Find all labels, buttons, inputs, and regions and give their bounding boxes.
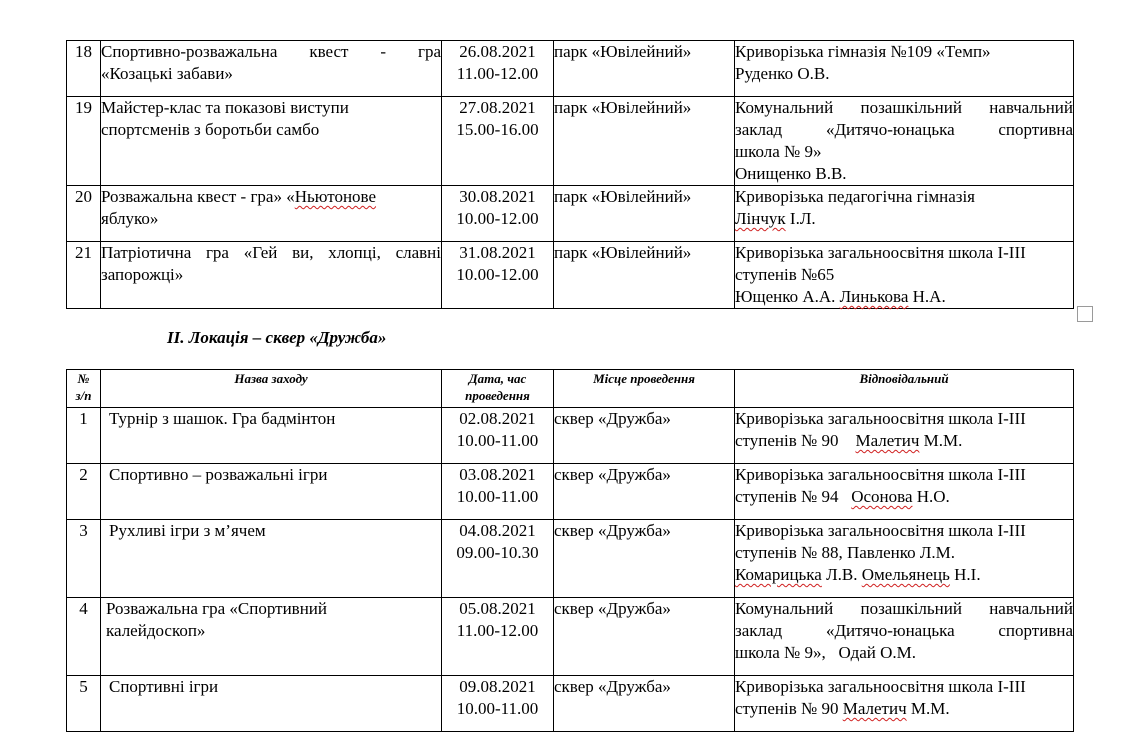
event-place: сквер «Дружба» [554, 598, 735, 676]
row-number: 4 [67, 598, 101, 676]
event-place: сквер «Дружба» [554, 676, 735, 732]
table-row [67, 97, 1074, 186]
row-number: 2 [67, 464, 101, 520]
event-responsible: Криворізька загальноосвітня школа І-ІІІ ступенів № 90 Малетич М.М. [735, 408, 1074, 464]
event-place: парк «Ювілейний» [554, 242, 735, 309]
header-name: Назва заходу [101, 370, 442, 408]
header-number: № з/п [67, 370, 101, 408]
table-row [67, 186, 1074, 242]
event-name: Рухливі ігри з м’ячем [101, 520, 442, 598]
events-table-park [66, 40, 1074, 309]
table-header-row [67, 370, 1074, 408]
event-place: сквер «Дружба» [554, 464, 735, 520]
row-number: 19 [67, 97, 101, 186]
event-place: парк «Ювілейний» [554, 186, 735, 242]
event-date: 03.08.2021 10.00-11.00 [442, 464, 554, 520]
event-responsible: Криворізька загальноосвітня школа І-ІІІ ступенів № 88, Павленко Л.М. Комарицька Л.В. Омельянець Н.І. [735, 520, 1074, 598]
event-date: 26.08.2021 11.00-12.00 [442, 41, 554, 97]
row-number: 21 [67, 242, 101, 309]
event-responsible: Криворізька педагогічна гімназія Лінчук І.Л. [735, 186, 1074, 242]
table-row [67, 242, 1074, 309]
header-date: Дата, час проведення [442, 370, 554, 408]
event-date: 30.08.2021 10.00-12.00 [442, 186, 554, 242]
row-number: 5 [67, 676, 101, 732]
event-name: Турнір з шашок. Гра бадмінтон [101, 408, 442, 464]
event-name: Спортивно-розважальна квест - гра «Козацькі забави» [101, 41, 442, 97]
event-responsible: Комунальний позашкільний навчальний заклад «Дитячо-юнацька спортивна школа № 9» Онищенко В.В. [735, 97, 1074, 186]
event-place: парк «Ювілейний» [554, 97, 735, 186]
table-row [67, 408, 1074, 464]
table-row [67, 676, 1074, 732]
table-row [67, 464, 1074, 520]
event-date: 05.08.2021 11.00-12.00 [442, 598, 554, 676]
event-responsible: Комунальний позашкільний навчальний заклад «Дитячо-юнацька спортивна школа № 9», Одай О.М. [735, 598, 1074, 676]
event-responsible: Криворізька загальноосвітня школа І-ІІІ ступенів №65 Ющенко А.А. Линькова Н.А. [735, 242, 1074, 309]
events-table-square [66, 369, 1074, 732]
row-number: 3 [67, 520, 101, 598]
event-name: Спортивні ігри [101, 676, 442, 732]
event-place: парк «Ювілейний» [554, 41, 735, 97]
event-place: сквер «Дружба» [554, 408, 735, 464]
event-name: Патріотична гра «Гей ви, хлопці, славні запорожці» [101, 242, 442, 309]
section-heading: ІІ. Локація – сквер «Дружба» [167, 328, 387, 347]
event-responsible: Криворізька гімназія №109 «Темп» Руденко О.В. [735, 41, 1074, 97]
row-number: 18 [67, 41, 101, 97]
event-date: 31.08.2021 10.00-12.00 [442, 242, 554, 309]
event-name: Розважальна гра «Спортивний калейдоскоп» [101, 598, 442, 676]
table-row [67, 598, 1074, 676]
event-place: сквер «Дружба» [554, 520, 735, 598]
event-date: 09.08.2021 10.00-11.00 [442, 676, 554, 732]
row-number: 20 [67, 186, 101, 242]
table-row [67, 520, 1074, 598]
event-name: Майстер-клас та показові виступи спортсменів з боротьби самбо [101, 97, 442, 186]
table-row [67, 41, 1074, 97]
event-date: 27.08.2021 15.00-16.00 [442, 97, 554, 186]
header-responsible: Відповідальний [735, 370, 1074, 408]
header-place: Місце проведення [554, 370, 735, 408]
table-selection-handle[interactable] [1077, 306, 1093, 322]
event-name: Спортивно – розважальні ігри [101, 464, 442, 520]
event-date: 02.08.2021 10.00-11.00 [442, 408, 554, 464]
row-number: 1 [67, 408, 101, 464]
event-responsible: Криворізька загальноосвітня школа І-ІІІ ступенів № 94 Осонова Н.О. [735, 464, 1074, 520]
event-date: 04.08.2021 09.00-10.30 [442, 520, 554, 598]
event-responsible: Криворізька загальноосвітня школа І-ІІІ ступенів № 90 Малетич М.М. [735, 676, 1074, 732]
event-name: Розважальна квест - гра» «Ньютонове яблуко» [101, 186, 442, 242]
